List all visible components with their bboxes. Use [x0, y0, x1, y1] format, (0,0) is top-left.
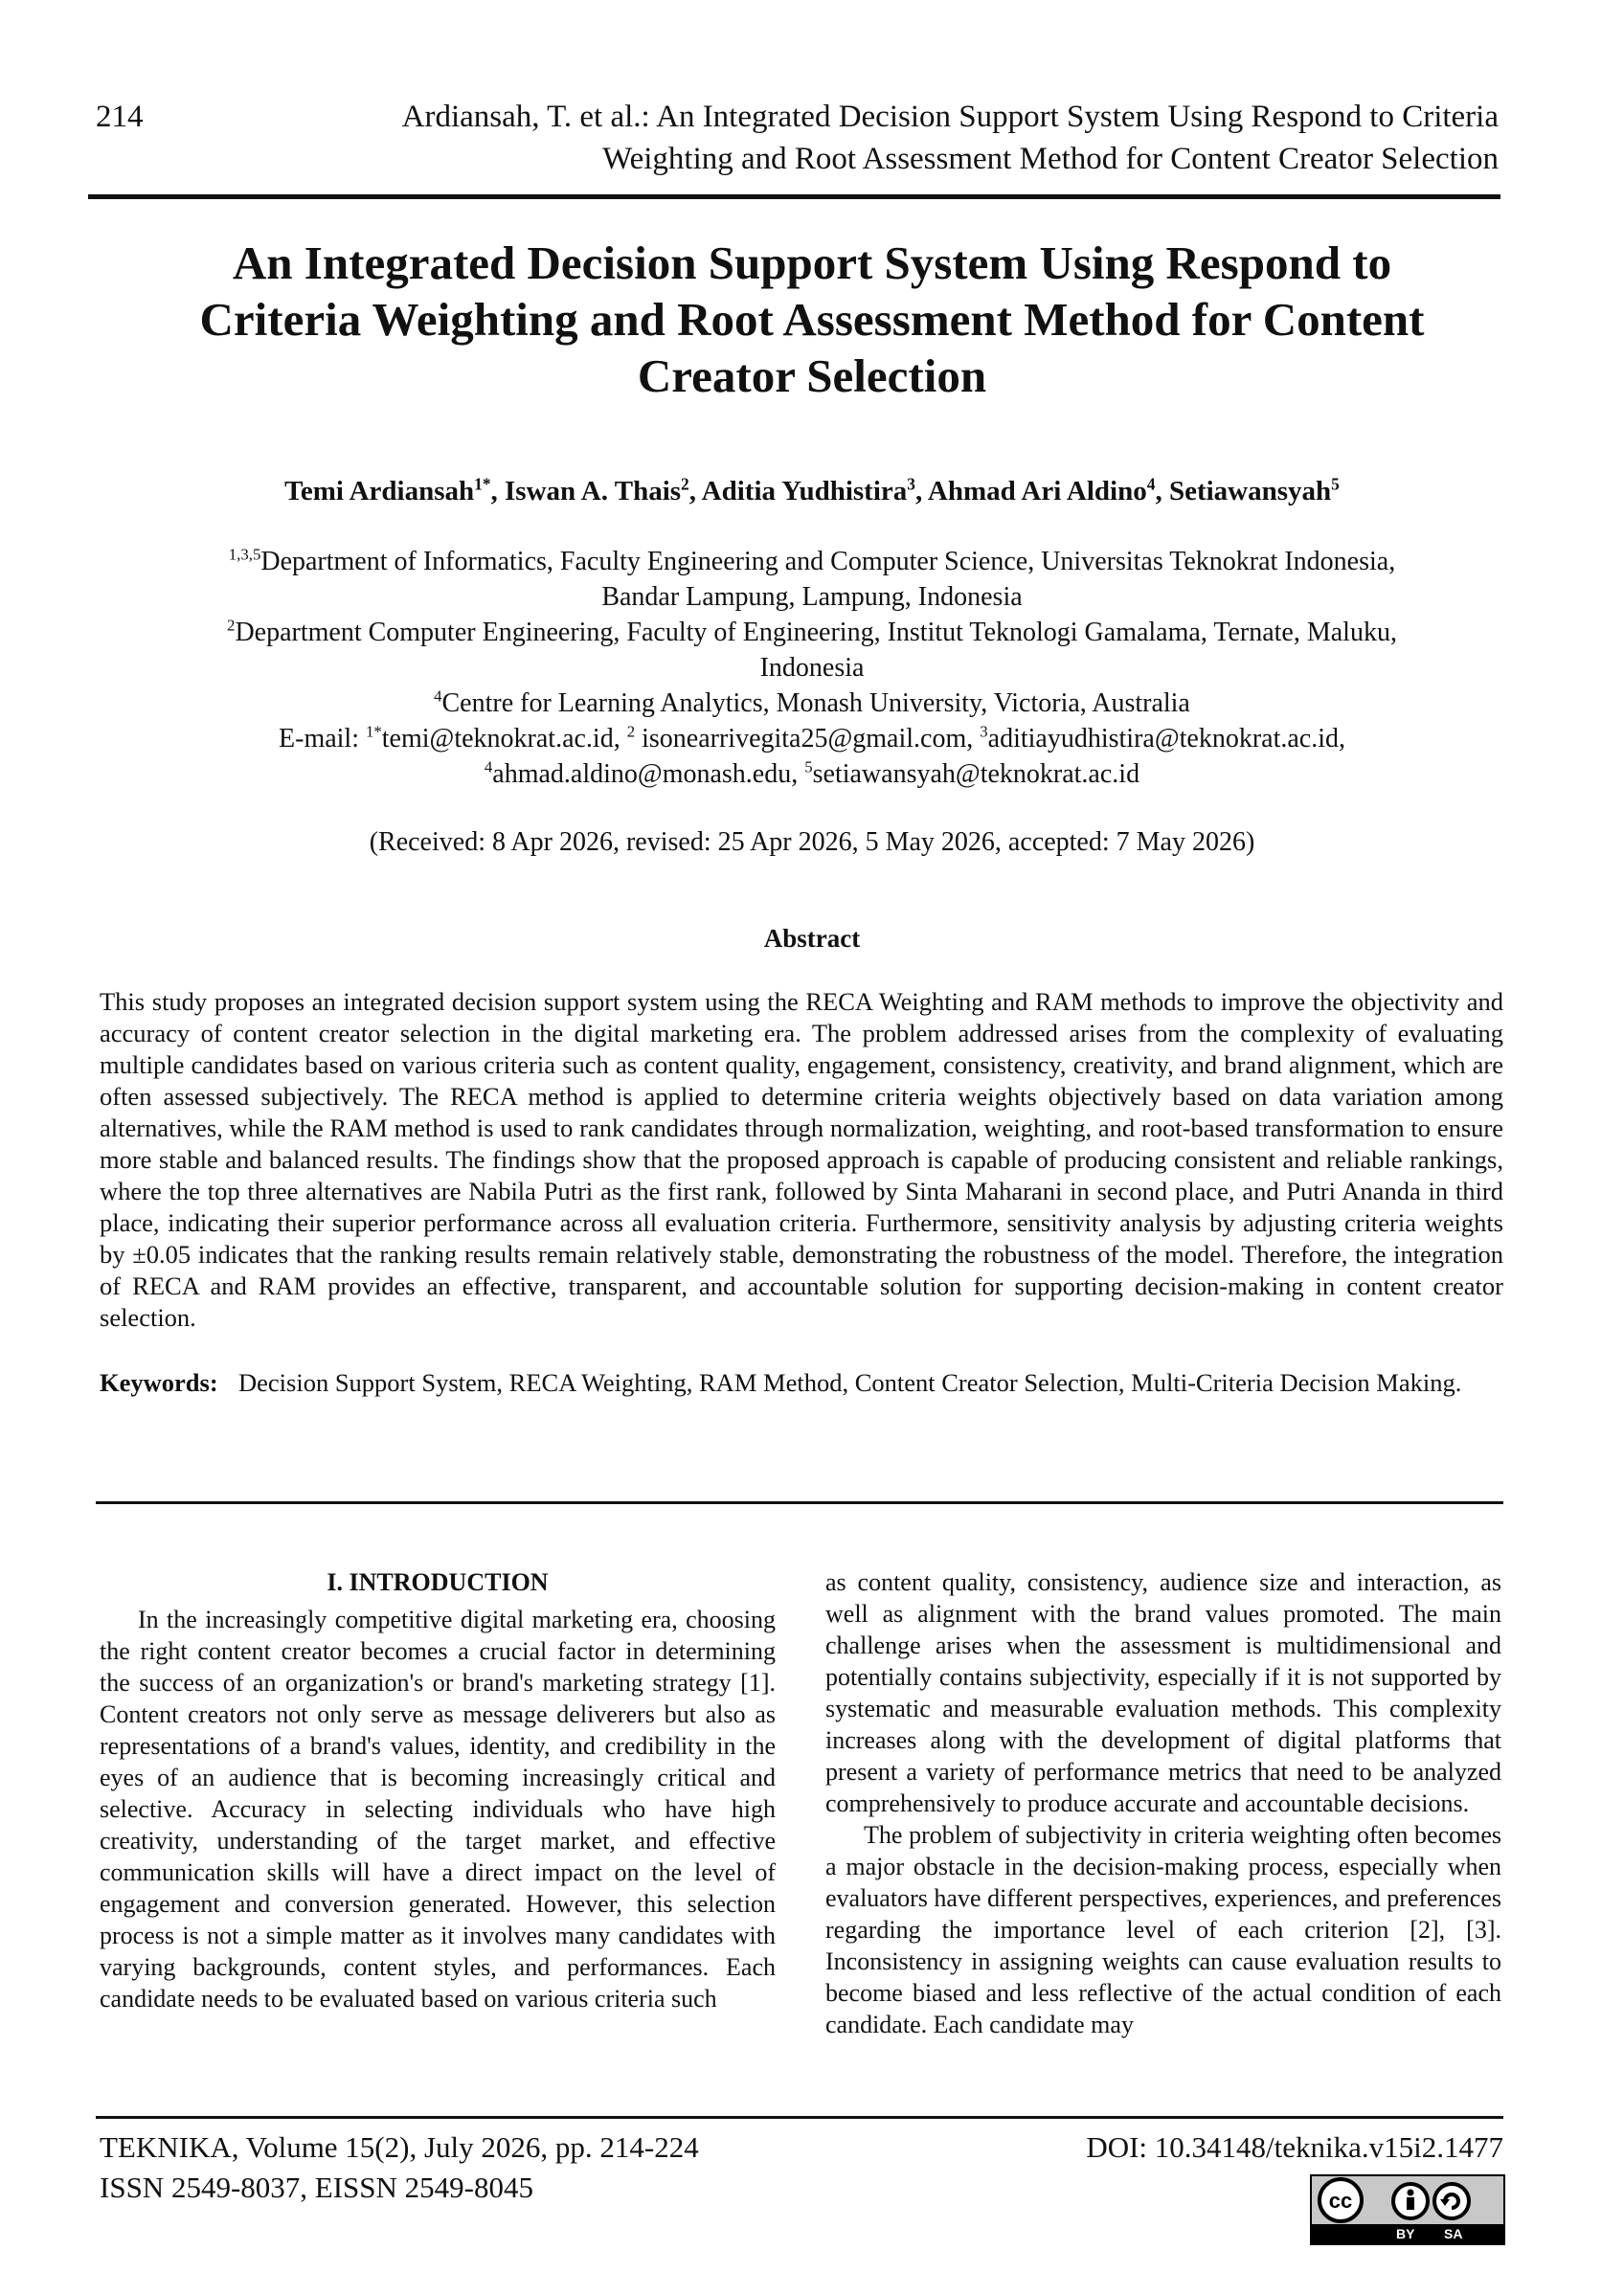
running-title-line-2: Weighting and Root Assessment Method for Content Creator Selection — [602, 142, 1499, 176]
email-sup: 3 — [980, 722, 988, 741]
paper-title — [96, 235, 1528, 404]
body-column-left — [100, 1566, 776, 2014]
paragraph: as content quality, consistency, audience size and interaction, as well as alignment with the brand values promoted. The main challenge arises when the assessment is multidimensional and potentially contains subjectivity, especially if it is not supported by systematic and measurable evaluation methods. This complexity increases along with the development of digital platforms that present a variety of performance metrics that need to be analyzed comprehensively to produce accurate and accountable decisions. — [825, 1568, 1501, 1817]
title-line-2: Criteria Weighting and Root Assessment Method for Content — [199, 293, 1425, 346]
email-sup: 4 — [484, 757, 493, 776]
cc-icons — [1312, 2176, 1503, 2224]
running-title-line-1: Ardiansah, T. et al.: An Integrated Decision Support System Using Respond to Criteria — [401, 100, 1499, 134]
title-line-3: Creator Selection — [637, 349, 987, 402]
author-name: Temi Ardiansah — [284, 476, 475, 506]
author-sup: 3 — [907, 474, 915, 494]
affiliations — [96, 544, 1528, 792]
email-label: E-mail: — [279, 724, 366, 754]
share-alike-icon — [1434, 2184, 1469, 2218]
email-sup: 5 — [804, 757, 813, 776]
footer-right — [1086, 2127, 1503, 2168]
author-sup: 1* — [474, 474, 491, 494]
email-line-2 — [96, 756, 1528, 792]
email-link[interactable]: aditiayudhistira@teknokrat.ac.id, — [987, 724, 1345, 754]
license-sa-label: SA — [1444, 2226, 1463, 2241]
keywords-text: Decision Support System, RECA Weighting, RAM Method, Content Creator Selection, Multi-Criteria Decision Making. — [238, 1368, 1462, 1397]
affiliation-sup: 4 — [434, 686, 442, 706]
author-name: Setiawansyah — [1168, 476, 1332, 506]
author-name: Ahmad Ari Aldino — [927, 476, 1147, 506]
cc-by-sa-license-badge[interactable] — [1310, 2174, 1505, 2245]
email-sup: 2 — [626, 722, 636, 741]
author-sup: 5 — [1331, 474, 1340, 494]
email-sup: 1* — [366, 722, 382, 741]
doi-link[interactable]: DOI: 10.34148/teknika.v15i2.1477 — [1086, 2130, 1503, 2164]
email-link[interactable]: setiawansyah@teknokrat.ac.id — [812, 759, 1140, 789]
body-column-right — [825, 1566, 1501, 2040]
journal-citation: TEKNIKA, Volume 15(2), July 2026, pp. 214-224 — [100, 2130, 699, 2164]
footer-rule — [96, 2116, 1503, 2119]
section-rule — [96, 1501, 1503, 1504]
paragraph: The problem of subjectivity in criteria weighting often becomes a major obstacle in the decision-making process, especially when evaluators have different perspectives, experiences, and preferences regarding the importance level of each criterion [2], [3]. Inconsistency in assigning weights can cause evaluation results to become biased and less reflective of the actual condition of each candidate. Each candidate may — [825, 1821, 1501, 2038]
header-rule — [88, 194, 1500, 199]
page-number: 214 — [96, 100, 144, 134]
keywords-label: Keywords: — [100, 1368, 218, 1397]
abstract-text: This study proposes an integrated decision support system using the RECA Weighting and RAM methods to improve the objectivity and accuracy of content creator selection in the digital marketing era. The problem addressed arises from the complexity of evaluating multiple candidates based on various criteria such as content quality, engagement, consistency, creativity, and brand alignment, which are often assessed subjectively. The RECA method is applied to determine criteria weights objectively based on data variation among alternatives, while the RAM method is used to rank candidates through normalization, weighting, and root-based transformation to ensure more stable and balanced results. The findings show that the proposed approach is capable of producing consistent and reliable rankings, where the top three alternatives are Nabila Putri as the first rank, followed by Sinta Maharani in second place, and Putri Ananda in third place, indicating their superior performance across all evaluation criteria. Furthermore, sensitivity analysis by adjusting criteria weights by ±0.05 indicates that the ranking results remain relatively stable, demonstrating the robustness of the model. Therefore, the integration of RECA and RAM provides an effective, transparent, and accountable solution for supporting decision-making in content creator selection. — [100, 987, 1503, 1332]
footer-left — [100, 2127, 699, 2208]
email-link[interactable]: temi@teknokrat.ac.id, — [381, 724, 627, 754]
author-list: Temi Ardiansah$^{1*}$, Iswan A. Thais$^2$, Aditia Yudhistira$^3$, Ahmad Ari Aldino$^4$, Setiawansyah$^5$ — [284, 474, 1340, 506]
section-heading: I. INTRODUCTION — [327, 1568, 549, 1596]
affiliation-1-line-1: Department of Informatics, Faculty Engineering and Computer Science, Universitas Teknokrat Indonesia, — [260, 547, 1396, 576]
received-dates: (Received: 8 Apr 2026, revised: 25 Apr 2026, 5 May 2026, accepted: 7 May 2026) — [369, 827, 1255, 857]
paragraph: In the increasingly competitive digital marketing era, choosing the right content creator becomes a crucial factor in determining the success of an organization's or brand's marketing strategy [1]. Content creators not only serve as message deliverers but also as representations of a brand's values, identity, and credibility in the eyes of an audience that is becoming increasingly critical and selective. Accuracy in selecting individuals who have high creativity, understanding of the target market, and effective communication skills will have a direct impact on the level of engagement and conversion generated. However, this selection process is not a simple matter as it involves many candidates with varying backgrounds, content styles, and performances. Each candidate needs to be evaluated based on various criteria such — [100, 1606, 776, 2013]
email-line-1 — [96, 721, 1528, 756]
affiliation-sup: 2 — [227, 616, 236, 635]
affiliation-2-line-2: Indonesia — [759, 653, 865, 683]
affiliation-1-line-2: Bandar Lampung, Lampung, Indonesia — [601, 582, 1023, 612]
author-name: Iswan A. Thais — [505, 476, 682, 506]
author-sup: 2 — [681, 474, 689, 494]
affiliation-sup: 1,3,5 — [228, 545, 261, 564]
author-name: Aditia Yudhistira — [701, 476, 908, 506]
affiliation-3-line-1: Centre for Learning Analytics, Monash University, Victoria, Australia — [441, 688, 1190, 718]
email-link[interactable]: ahmad.aldino@monash.edu, — [492, 759, 805, 789]
abstract-heading: Abstract — [763, 924, 861, 953]
title-line-1: An Integrated Decision Support System Using Respond to — [232, 236, 1392, 289]
email-link[interactable]: isonearrivegita25@gmail.com, — [635, 724, 981, 754]
issn: ISSN 2549-8037, EISSN 2549-8045 — [100, 2171, 533, 2204]
author-sup: 4 — [1146, 474, 1156, 494]
svg-text:cc: cc — [1328, 2189, 1353, 2213]
affiliation-2-line-1: Department Computer Engineering, Faculty of Engineering, Institut Teknologi Gamalama, Ternate, Maluku, — [235, 618, 1397, 647]
license-by-label: BY — [1396, 2226, 1415, 2241]
